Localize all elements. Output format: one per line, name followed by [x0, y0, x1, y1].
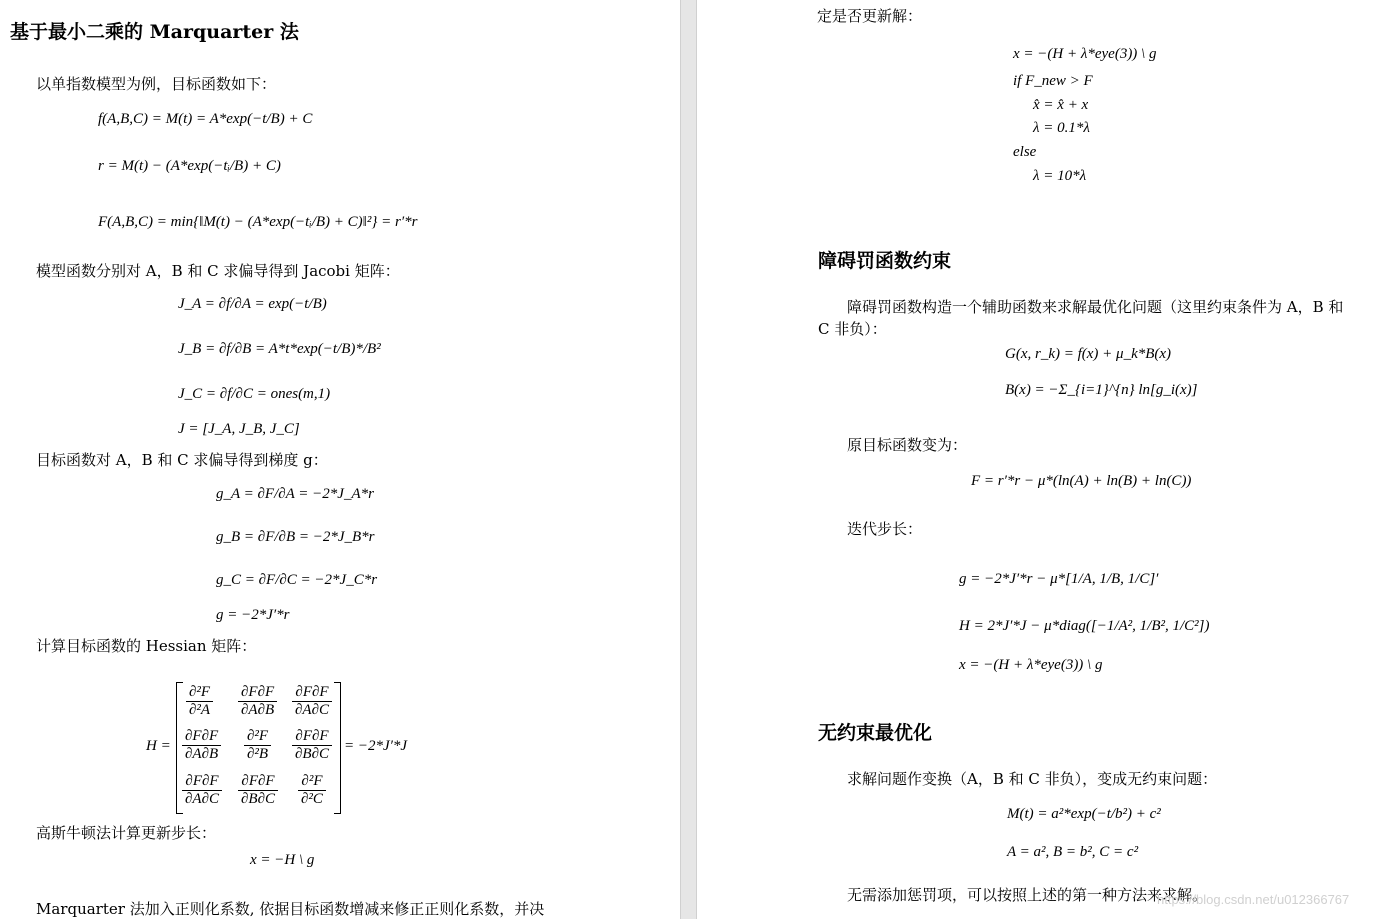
step-text: 迭代步长：: [847, 520, 923, 538]
equation-JC: J_C = ∂f/∂C = ones(m,1): [178, 386, 331, 402]
hessian-cell: $\frac{\partial F\partial F}{\partial A\partial B}$: [182, 728, 221, 763]
equation-F: F(A,B,C) = min{‖M(t) − (A*exp(−tᵢ/B) + C)‖²} = r′*r: [98, 214, 418, 230]
equation-F-barrier: F = r′*r − μ*(ln(A) + ln(B) + ln(C)): [971, 473, 1192, 489]
hessian-lhs: H =: [146, 738, 171, 754]
unconstrained-text: 求解问题作变换（A，B 和 C 非负），变成无约束问题：: [847, 770, 1218, 788]
left-page: [0, 0, 680, 919]
intro-text: 以单指数模型为例，目标函数如下：: [36, 75, 277, 93]
hessian-cell: $\frac{\partial F\partial F}{\partial A\partial B}$: [238, 684, 277, 719]
continuation-text: 定是否更新解：: [817, 7, 923, 25]
hessian-cell: $\frac{\partial F\partial F}{\partial B\partial C}$: [238, 773, 278, 808]
equation-gB: g_B = ∂F/∂B = −2*J_B*r: [216, 529, 375, 545]
hessian-cell: $\frac{\text{∂²F}}{\text{∂²A}}$: [186, 684, 213, 719]
hessian-text: 计算目标函数的 Hessian 矩阵：: [36, 637, 257, 655]
equation-gC: g_C = ∂F/∂C = −2*J_C*r: [216, 572, 378, 588]
barrier-text-line2: C 非负）：: [818, 320, 887, 338]
section-title-barrier: 障碍罚函数约束: [818, 250, 952, 272]
gradient-text: 目标函数对 A，B 和 C 求偏导得到梯度 g：: [36, 451, 328, 469]
algo-line: if F_new > F: [1013, 73, 1093, 89]
algo-line: λ = 10*λ: [1033, 168, 1087, 184]
original-function-text: 原目标函数变为：: [847, 436, 968, 454]
barrier-text-line1: 障碍罚函数构造一个辅助函数来求解最优化问题（这里约束条件为 A，B 和: [847, 298, 1344, 316]
equation-JB: J_B = ∂f/∂B = A*t*exp(−t/B)*/B²: [178, 341, 381, 357]
equation-gA: g_A = ∂F/∂A = −2*J_A*r: [216, 486, 374, 502]
algo-line: x = −(H + λ*eye(3)) \ g: [1013, 46, 1157, 62]
equation-x-barrier: x = −(H + λ*eye(3)) \ g: [959, 657, 1103, 673]
hessian-cell: $\frac{\partial F\partial F}{\partial A\partial C}$: [292, 684, 332, 719]
right-page: [697, 0, 1381, 919]
section-title-unconstrained: 无约束最优化: [818, 722, 933, 744]
right-bracket: [334, 682, 341, 814]
section-title-marquarter: 基于最小二乘的 Marquarter 法: [10, 21, 299, 43]
equation-H-barrier: H = 2*J′*J − μ*diag([−1/A², 1/B², 1/C²]): [959, 618, 1210, 634]
algo-line: x̂ = x̂ + x: [1033, 97, 1089, 113]
equation-J: J = [J_A, J_B, J_C]: [178, 421, 300, 437]
equation-f: f(A,B,C) = M(t) = A*exp(−t/B) + C: [98, 111, 313, 127]
marquarter-text: Marquarter 法加入正则化系数, 依据目标函数增减来修正正则化系数，并决: [36, 900, 545, 918]
equation-M: M(t) = a²*exp(−t/b²) + c²: [1007, 806, 1161, 822]
hessian-rhs: = −2*J′*J: [344, 738, 408, 754]
equation-g-barrier: g = −2*J′*r − μ*[1/A, 1/B, 1/C]′: [959, 571, 1159, 587]
gauss-newton-text: 高斯牛顿法计算更新步长：: [36, 824, 217, 842]
page-gutter: [680, 0, 697, 919]
algo-line: λ = 0.1*λ: [1033, 120, 1090, 136]
equation-gn: x = −H \ g: [250, 852, 315, 868]
equation-substitution: A = a², B = b², C = c²: [1007, 844, 1139, 860]
equation-B: B(x) = −Σ_{i=1}^{n} ln[g_i(x)]: [1005, 382, 1198, 398]
equation-r: r = M(t) − (A*exp(−tᵢ/B) + C): [98, 158, 281, 174]
algo-line: else: [1013, 144, 1037, 160]
watermark: https://blog.csdn.net/u012366767: [1157, 892, 1350, 907]
hessian-cell: $\frac{\text{∂²F}}{\text{∂²C}}$: [298, 773, 326, 808]
jacobi-text: 模型函数分别对 A，B 和 C 求偏导得到 Jacobi 矩阵：: [36, 262, 400, 280]
hessian-cell: $\frac{\partial F\partial F}{\partial B\partial C}$: [292, 728, 332, 763]
hessian-cell: $\frac{\partial F\partial F}{\partial A\partial C}$: [182, 773, 222, 808]
equation-JA: J_A = ∂f/∂A = exp(−t/B): [178, 296, 327, 312]
ending-text: 无需添加惩罚项，可以按照上述的第一种方法来求解。: [847, 886, 1208, 904]
equation-g: g = −2*J′*r: [216, 607, 290, 623]
equation-G: G(x, r_k) = f(x) + μ_k*B(x): [1005, 346, 1172, 362]
hessian-cell: $\frac{\text{∂²F}}{\text{∂²B}}$: [244, 728, 271, 763]
